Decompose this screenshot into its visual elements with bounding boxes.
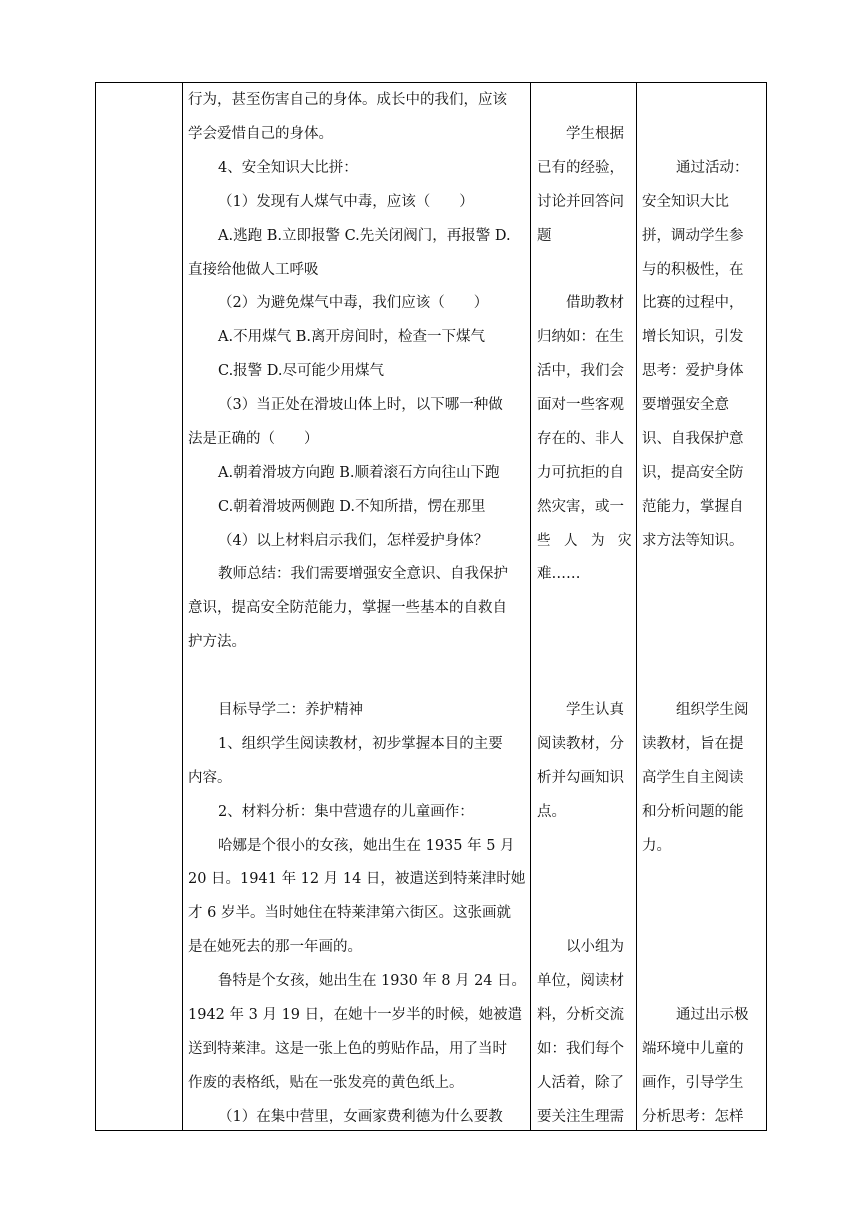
text-line: 作废的表格纸，贴在一张发亮的黄色纸上。 bbox=[188, 1075, 464, 1091]
text-line: （2）为避免煤气中毒，我们应该（ ） bbox=[218, 295, 489, 311]
text-line: 鲁特是个女孩，她出生在 1930 年 8 月 24 日。 bbox=[218, 973, 526, 989]
text-line: 送到特莱津。这是一张上色的剪贴作品，用了当时 bbox=[188, 1041, 507, 1057]
text-line: 2、材料分析：集中营遗存的儿童画作： bbox=[218, 804, 474, 820]
text-line: 题 bbox=[537, 228, 552, 244]
text-line: 思考：爱护身体 bbox=[642, 363, 744, 379]
text-line: 增长知识，引发 bbox=[642, 329, 744, 345]
text-line: 通过活动： bbox=[676, 160, 749, 176]
text-line: 4、安全知识大比拼： bbox=[218, 160, 358, 176]
text-line: 如：我们每个 bbox=[537, 1041, 624, 1057]
text-line: 面对一些客观 bbox=[537, 397, 624, 413]
text-line: A.不用煤气 B.离开房间时，检查一下煤气 bbox=[218, 329, 485, 345]
text-line: 通过出示极 bbox=[676, 1007, 749, 1023]
text-line: 点。 bbox=[537, 804, 566, 820]
student-activity-cell bbox=[530, 82, 636, 1131]
text-line: 意识，提高安全防范能力，掌握一些基本的自救自 bbox=[188, 600, 507, 616]
text-line: 要关注生理需 bbox=[537, 1109, 624, 1125]
text-line: 组织学生阅 bbox=[676, 702, 749, 718]
text-line: 和分析问题的能 bbox=[642, 804, 744, 820]
text-line: 高学生自主阅读 bbox=[642, 770, 744, 786]
text-line: 拼，调动学生参 bbox=[642, 228, 744, 244]
text-line: 才 6 岁半。当时她住在特莱津第六街区。这张画就 bbox=[188, 905, 511, 921]
text-line: 力。 bbox=[642, 838, 671, 854]
text-line: C.朝着滑坡两侧跑 D.不知所措，愣在那里 bbox=[218, 499, 486, 515]
text-line: 求方法等知识。 bbox=[642, 533, 744, 549]
text-line: 1942 年 3 月 19 日，在她十一岁半的时候，她被遣 bbox=[188, 1007, 523, 1023]
text-line: 然灾害，或一 bbox=[537, 499, 624, 515]
text-line: 已有的经验， bbox=[537, 160, 624, 176]
text-line: 范能力，掌握自 bbox=[642, 499, 744, 515]
text-line: 识、自我保护意 bbox=[642, 431, 744, 447]
text-line: 读教材，旨在提 bbox=[642, 736, 744, 752]
text-line: （1）发现有人煤气中毒，应该（ ） bbox=[218, 194, 474, 210]
text-line: 借助教材 bbox=[566, 295, 624, 311]
table-border-left bbox=[95, 82, 96, 1131]
text-line: 学生认真 bbox=[566, 702, 624, 718]
text-line: 学会爱惜自己的身体。 bbox=[188, 126, 333, 142]
text-line: 行为，甚至伤害自己的身体。成长中的我们，应该 bbox=[188, 92, 507, 108]
text-line: 护方法。 bbox=[188, 634, 246, 650]
text-line: 人活着，除了 bbox=[537, 1075, 624, 1091]
text-line: 料，分析交流 bbox=[537, 1007, 624, 1023]
text-line: 析并勾画知识 bbox=[537, 770, 624, 786]
text-line: 以小组为 bbox=[566, 939, 624, 955]
text-line: 1、组织学生阅读教材，初步掌握本目的主要 bbox=[218, 736, 503, 752]
text-line: 识，提高安全防 bbox=[642, 465, 744, 481]
text-line: 些 人 为 灾 bbox=[537, 533, 632, 549]
text-line: 直接给他做人工呼吸 bbox=[188, 262, 319, 278]
text-line: 归纳如：在生 bbox=[537, 329, 624, 345]
text-line: 与的积极性，在 bbox=[642, 262, 744, 278]
text-line: 存在的、非人 bbox=[537, 431, 624, 447]
text-line: 比赛的过程中， bbox=[642, 295, 744, 311]
text-line: （1）在集中营里，女画家费利德为什么要教 bbox=[218, 1109, 503, 1125]
text-line: 是在她死去的那一年画的。 bbox=[188, 939, 362, 955]
text-line: 法是正确的（ ） bbox=[188, 431, 319, 447]
text-line: 单位，阅读材 bbox=[537, 973, 624, 989]
text-line: 讨论并回答问 bbox=[537, 194, 624, 210]
text-line: 教师总结：我们需要增强安全意识、自我保护 bbox=[218, 566, 508, 582]
text-line: 画作，引导学生 bbox=[642, 1075, 744, 1091]
text-line: 难…… bbox=[537, 566, 581, 582]
teaching-content-cell bbox=[182, 82, 530, 1131]
text-line: 阅读教材，分 bbox=[537, 736, 624, 752]
text-line: 学生根据 bbox=[566, 126, 624, 142]
text-line: （3）当正处在滑坡山体上时，以下哪一种做 bbox=[218, 397, 503, 413]
table-border-right bbox=[766, 82, 767, 1131]
text-line: 端环境中儿童的 bbox=[642, 1041, 744, 1057]
text-line: 20 日。1941 年 12 月 14 日，被遣送到特莱津时她 bbox=[188, 871, 526, 887]
text-line: 活中，我们会 bbox=[537, 363, 624, 379]
text-line: 内容。 bbox=[188, 770, 232, 786]
text-line: A.朝着滑坡方向跑 B.顺着滚石方向往山下跑 bbox=[218, 465, 500, 481]
design-intent-cell bbox=[636, 82, 766, 1131]
text-line: C.报警 D.尽可能少用煤气 bbox=[218, 363, 385, 379]
text-line: （4）以上材料启示我们，怎样爱护身体？ bbox=[218, 533, 489, 549]
section-heading: 目标导学二：养护精神 bbox=[218, 702, 363, 718]
text-line: 哈娜是个很小的女孩，她出生在 1935 年 5 月 bbox=[218, 838, 515, 854]
text-line: 安全知识大比 bbox=[642, 194, 729, 210]
text-line: 分析思考：怎样 bbox=[642, 1109, 744, 1125]
text-line: A.逃跑 B.立即报警 C.先关闭阀门，再报警 D. bbox=[218, 228, 511, 244]
text-line: 力可抗拒的自 bbox=[537, 465, 624, 481]
text-line: 要增强安全意 bbox=[642, 397, 729, 413]
